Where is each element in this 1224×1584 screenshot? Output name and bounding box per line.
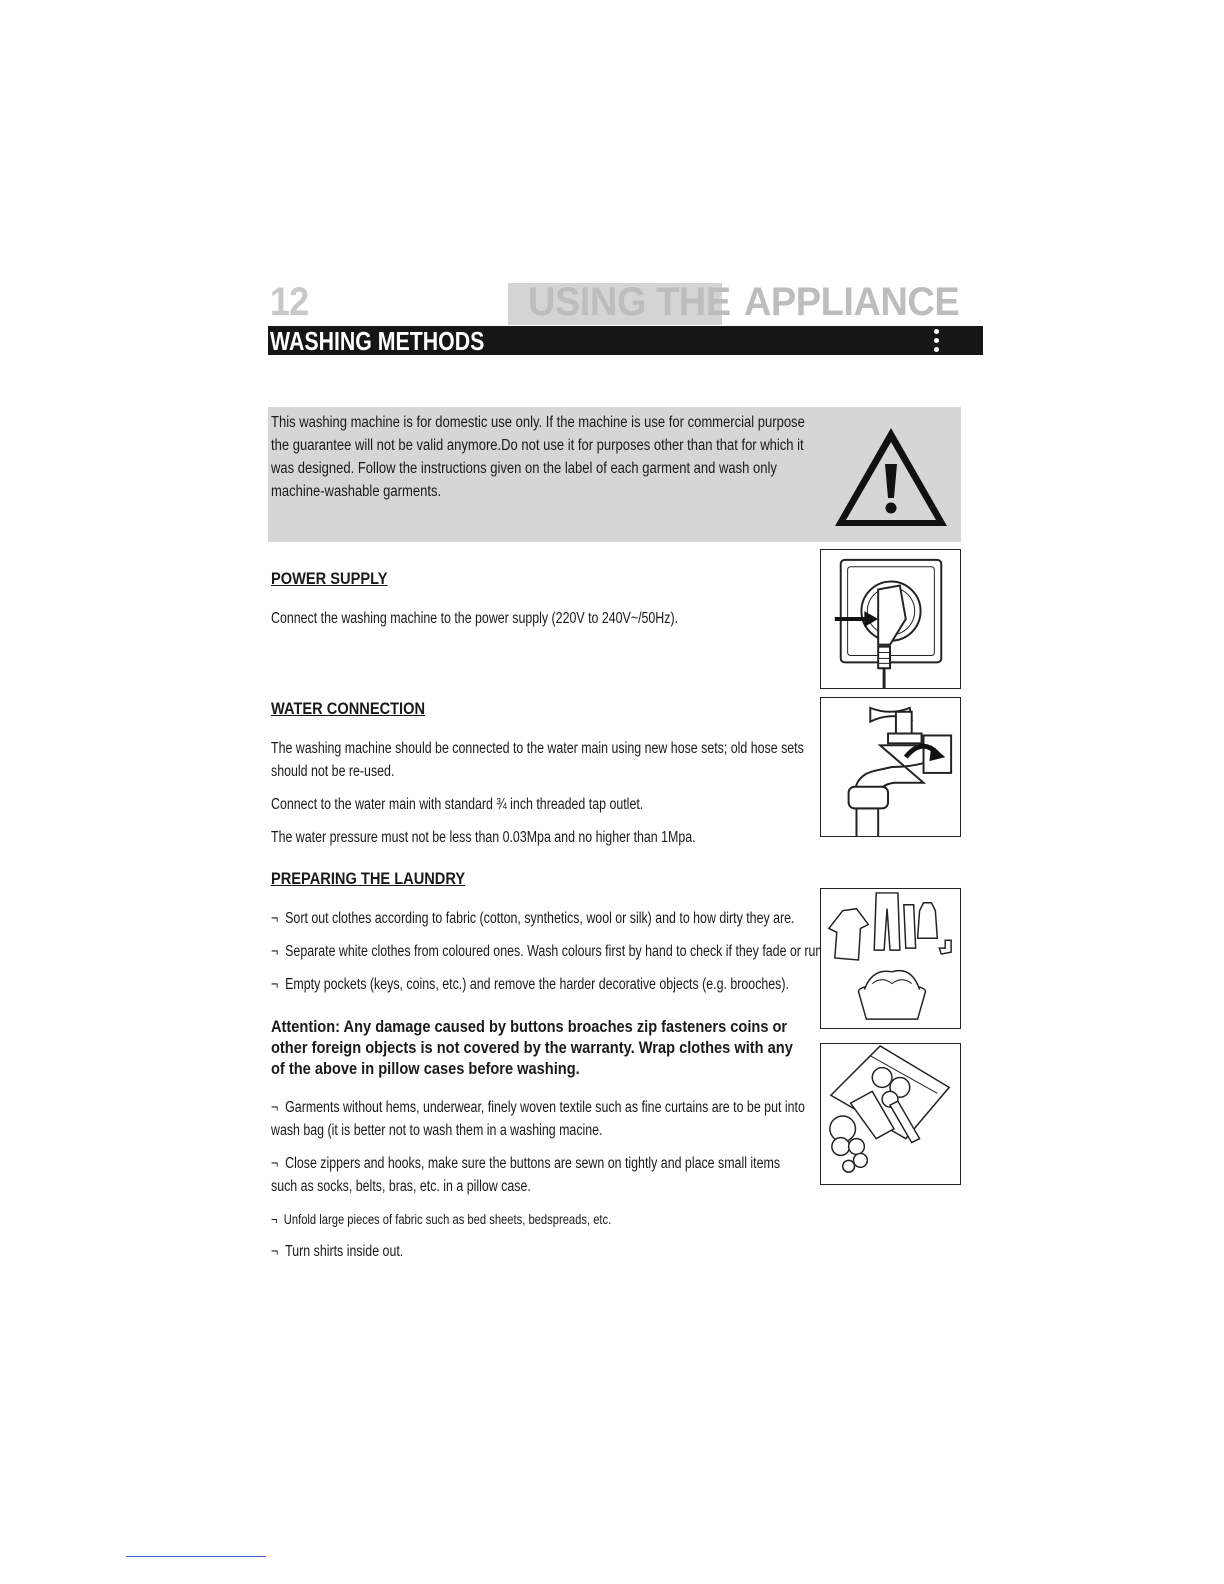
preparing-laundry-heading: PREPARING THE LAUNDRY: [271, 869, 466, 888]
list-item: [271, 907, 794, 930]
bullet-icon: ¬: [271, 910, 279, 927]
warning-text-content: This washing machine is for domestic use only. If the machine is use for commercial purpose the guarantee will not be valid anymore.Do not use it for purposes other than that for which it was designed. Follow the instructions given on the label of each garment and wash only machine-washable garments.: [271, 414, 805, 500]
list-item: [271, 1096, 807, 1142]
power-supply-text: Connect the washing machine to the power supply (220V to 240V~/50Hz).: [271, 610, 679, 627]
list-item-text: Turn shirts inside out.: [285, 1243, 404, 1260]
chapter-title-part1: USING THE: [528, 280, 731, 324]
water-connection-p3: The water pressure must not be less than 0.03Mpa and no higher than 1Mpa.: [271, 829, 696, 846]
list-item: [271, 1152, 807, 1198]
bullet-icon: ¬: [271, 976, 279, 993]
bullet-icon: ¬: [271, 1099, 279, 1116]
list-item-text: Separate white clothes from coloured ones. Wash colours first by hand to check if they fade or run.: [285, 943, 826, 960]
power-plug-illustration: [820, 549, 961, 689]
power-supply-heading: POWER SUPPLY: [271, 569, 388, 588]
laundry-sorting-illustration: [820, 888, 961, 1029]
list-item: [271, 940, 826, 963]
bullet-icon: ¬: [271, 943, 279, 960]
water-connection-heading: WATER CONNECTION: [271, 699, 426, 718]
bullet-icon: ¬: [271, 1211, 278, 1227]
section-title: WASHING METHODS: [270, 326, 485, 356]
list-item-text: Unfold large pieces of fabric such as bed sheets, bedspreads, etc.: [283, 1211, 612, 1227]
attention-note: Attention: Any damage caused by buttons broaches zip fasteners coins or other foreign objects is not covered by the warranty. Wrap clothes with any of the above in pillow cases before washing.: [271, 1017, 793, 1078]
water-connection-p1: The washing machine should be connected to the water main using new hose sets; old hose sets should not be re-used.: [271, 740, 804, 780]
list-item-text: Empty pockets (keys, coins, etc.) and remove the harder decorative objects (e.g. brooches).: [285, 976, 789, 993]
list-item-text: Sort out clothes according to fabric (cotton, synthetics, wool or silk) and to how dirty they are.: [285, 910, 795, 927]
list-item: [271, 1208, 611, 1231]
chapter-title-part2: APPLIANCE: [743, 280, 960, 324]
chapter-title: [528, 280, 959, 325]
list-item: [271, 1240, 403, 1263]
pocket-items-illustration: [820, 1043, 961, 1185]
warning-triangle-icon: [832, 424, 950, 530]
water-tap-illustration: [820, 697, 961, 837]
list-item-text: Close zippers and hooks, make sure the buttons are sewn on tightly and place small items such as socks, belts, bras, etc. in a pillow case.: [271, 1155, 781, 1195]
footer-rule: [126, 1556, 266, 1557]
bullet-icon: ¬: [271, 1155, 279, 1172]
list-item: [271, 973, 789, 996]
warning-text: [271, 411, 817, 503]
list-item-text: Garments without hems, underwear, finely woven textile such as fine curtains are to be put into wash bag (it is better not to wash them in a washing macine.: [271, 1099, 805, 1139]
page-number: 12: [270, 280, 309, 324]
more-dots-icon: [932, 329, 942, 355]
water-connection-p2: Connect to the water main with standard ¾ inch threaded tap outlet.: [271, 796, 644, 813]
bullet-icon: ¬: [271, 1243, 279, 1260]
